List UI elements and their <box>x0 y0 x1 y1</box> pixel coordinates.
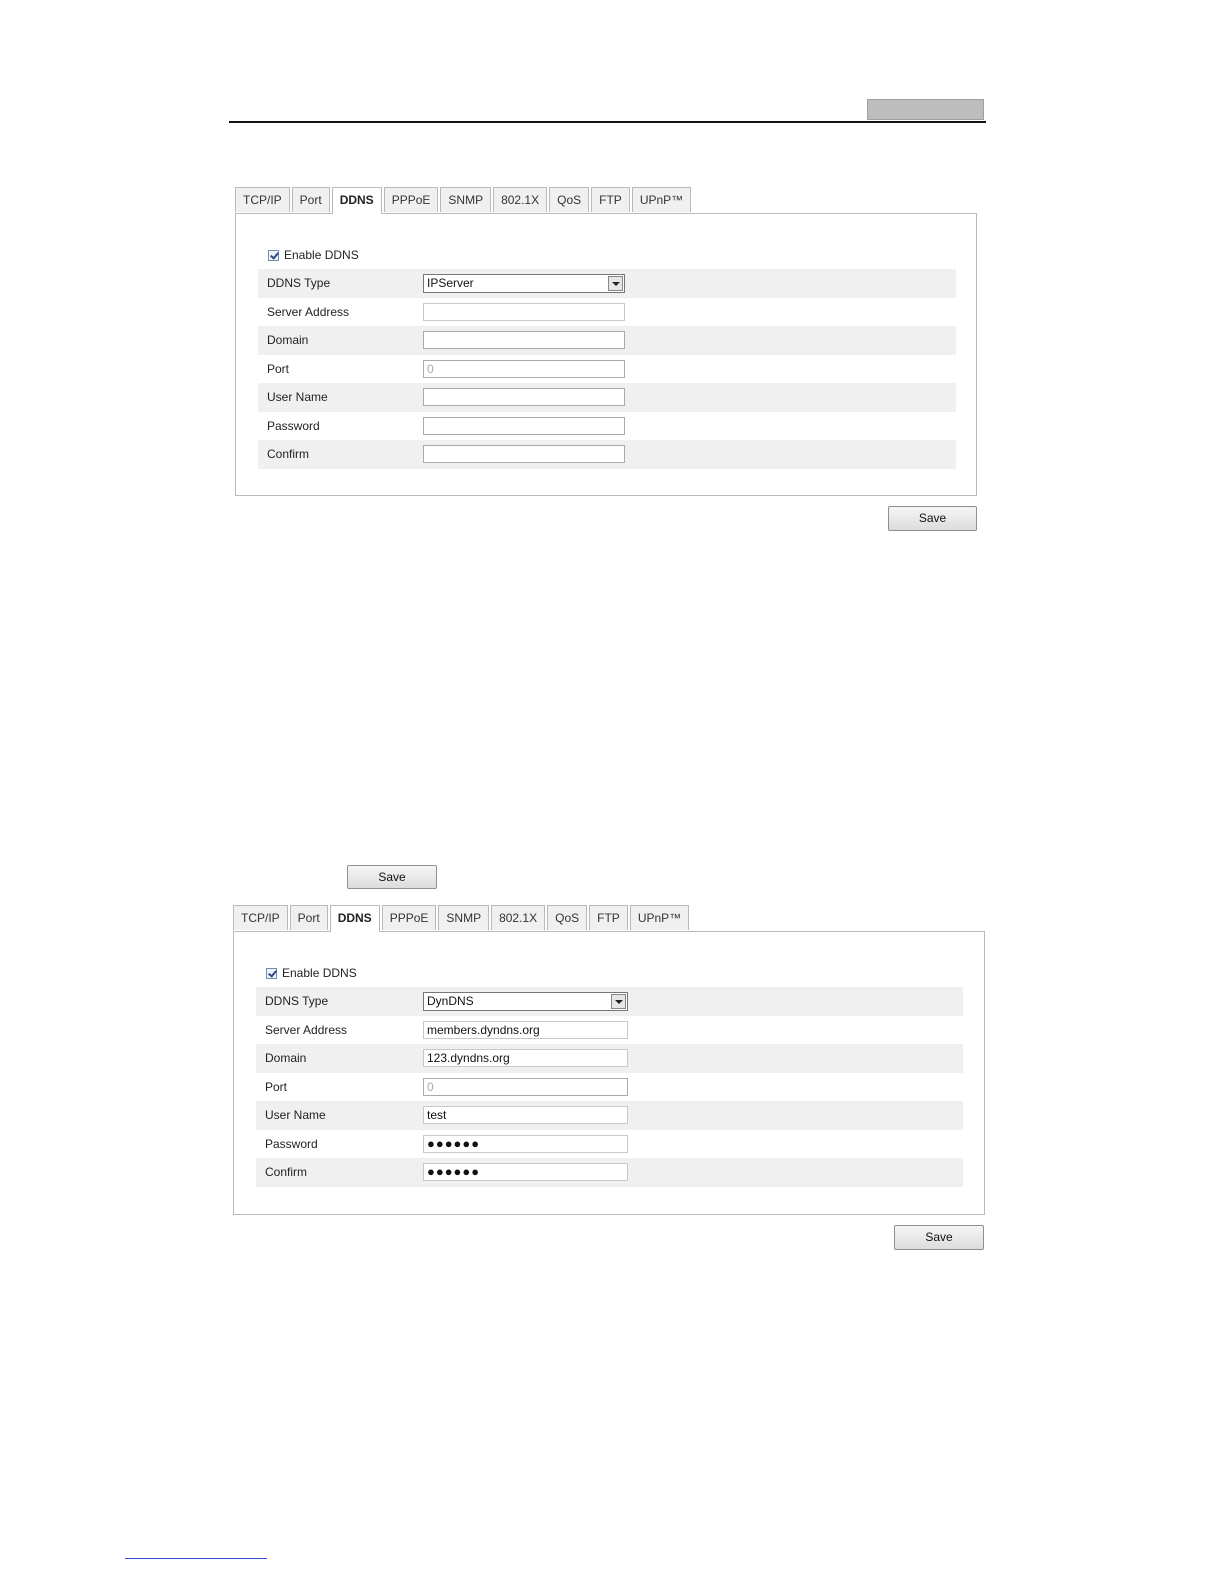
server-address-label: Server Address <box>267 304 350 319</box>
tab-ftp[interactable]: FTP <box>591 187 630 212</box>
user-name-label: User Name <box>265 1108 326 1123</box>
tab-8021x[interactable]: 802.1X <box>493 187 547 212</box>
row-ddns-type <box>258 269 956 298</box>
row-password <box>256 1130 963 1159</box>
row-confirm <box>256 1158 963 1187</box>
ddns-type-value: DynDNS <box>427 993 474 1008</box>
enable-ddns[interactable] <box>268 248 359 262</box>
tab-pppoe[interactable]: PPPoE <box>384 187 439 212</box>
tab-tcpip[interactable]: TCP/IP <box>233 905 288 930</box>
confirm-label: Confirm <box>267 447 310 462</box>
password-input[interactable] <box>423 417 625 435</box>
domain-label: Domain <box>265 1051 307 1066</box>
save-button[interactable]: Save <box>888 506 977 531</box>
tab-snmp[interactable]: SNMP <box>440 187 491 212</box>
tab-qos[interactable]: QoS <box>547 905 587 930</box>
row-server-address <box>258 298 956 327</box>
server-address-input[interactable]: members.dyndns.org <box>423 1021 628 1039</box>
password-label: Password <box>265 1136 318 1151</box>
tab-qos[interactable]: QoS <box>549 187 589 212</box>
save-button-inline[interactable]: Save <box>347 865 437 889</box>
ddns-type-select[interactable] <box>423 274 625 293</box>
server-address-input[interactable] <box>423 303 625 321</box>
header-rule <box>229 121 986 123</box>
row-port <box>258 355 956 384</box>
tab-8021x[interactable]: 802.1X <box>491 905 545 930</box>
row-domain <box>256 1044 963 1073</box>
password-input[interactable]: ●●●●●● <box>423 1135 628 1153</box>
confirm-input[interactable]: ●●●●●● <box>423 1163 628 1181</box>
row-ddns-type <box>256 987 963 1016</box>
server-address-label: Server Address <box>265 1022 348 1037</box>
user-name-input[interactable]: test <box>423 1106 628 1124</box>
enable-ddns[interactable] <box>266 966 357 980</box>
enable-ddns-checkbox[interactable] <box>268 250 279 261</box>
tab-upnp[interactable]: UPnP™ <box>630 905 689 930</box>
confirm-label: Confirm <box>265 1165 308 1180</box>
tab-ddns[interactable]: DDNS <box>332 187 382 214</box>
tab-pppoe[interactable]: PPPoE <box>382 905 437 930</box>
row-port <box>256 1073 963 1102</box>
row-user-name <box>258 383 956 412</box>
ddns-type-select[interactable] <box>423 992 628 1011</box>
tab-bar <box>235 187 693 213</box>
domain-input[interactable]: 123.dyndns.org <box>423 1049 628 1067</box>
tab-upnp[interactable]: UPnP™ <box>632 187 691 212</box>
chevron-down-icon[interactable] <box>608 276 623 291</box>
port-input[interactable]: 0 <box>423 360 625 378</box>
confirm-input[interactable] <box>423 445 625 463</box>
tab-snmp[interactable]: SNMP <box>438 905 489 930</box>
ddns-type-value: IPServer <box>427 275 474 290</box>
form-rows <box>256 987 963 1187</box>
ddns-panel-1 <box>235 187 977 496</box>
port-label: Port <box>265 1079 288 1094</box>
ddns-type-label: DDNS Type <box>265 994 329 1009</box>
row-password <box>258 412 956 441</box>
chevron-down-icon[interactable] <box>611 994 626 1009</box>
user-name-label: User Name <box>267 390 328 405</box>
tab-port[interactable]: Port <box>292 187 330 212</box>
domain-input[interactable] <box>423 331 625 349</box>
tab-ddns[interactable]: DDNS <box>330 905 380 932</box>
ddns-panel-2 <box>233 905 985 1215</box>
row-server-address <box>256 1016 963 1045</box>
enable-ddns-label: Enable DDNS <box>282 966 357 980</box>
domain-label: Domain <box>267 333 309 348</box>
tab-ftp[interactable]: FTP <box>589 905 628 930</box>
tab-bar <box>233 905 691 931</box>
password-label: Password <box>267 418 320 433</box>
row-domain <box>258 326 956 355</box>
form-rows <box>258 269 956 469</box>
header-tab-block <box>867 99 984 120</box>
settings-box <box>235 213 977 496</box>
enable-ddns-label: Enable DDNS <box>284 248 359 262</box>
ddns-type-label: DDNS Type <box>267 276 331 291</box>
settings-box <box>233 931 985 1215</box>
save-button[interactable]: Save <box>894 1225 984 1250</box>
tab-port[interactable]: Port <box>290 905 328 930</box>
tab-tcpip[interactable]: TCP/IP <box>235 187 290 212</box>
footer-link-underline <box>125 1558 267 1559</box>
port-input[interactable]: 0 <box>423 1078 628 1096</box>
row-user-name <box>256 1101 963 1130</box>
row-confirm <box>258 440 956 469</box>
user-name-input[interactable] <box>423 388 625 406</box>
port-label: Port <box>267 361 290 376</box>
enable-ddns-checkbox[interactable] <box>266 968 277 979</box>
